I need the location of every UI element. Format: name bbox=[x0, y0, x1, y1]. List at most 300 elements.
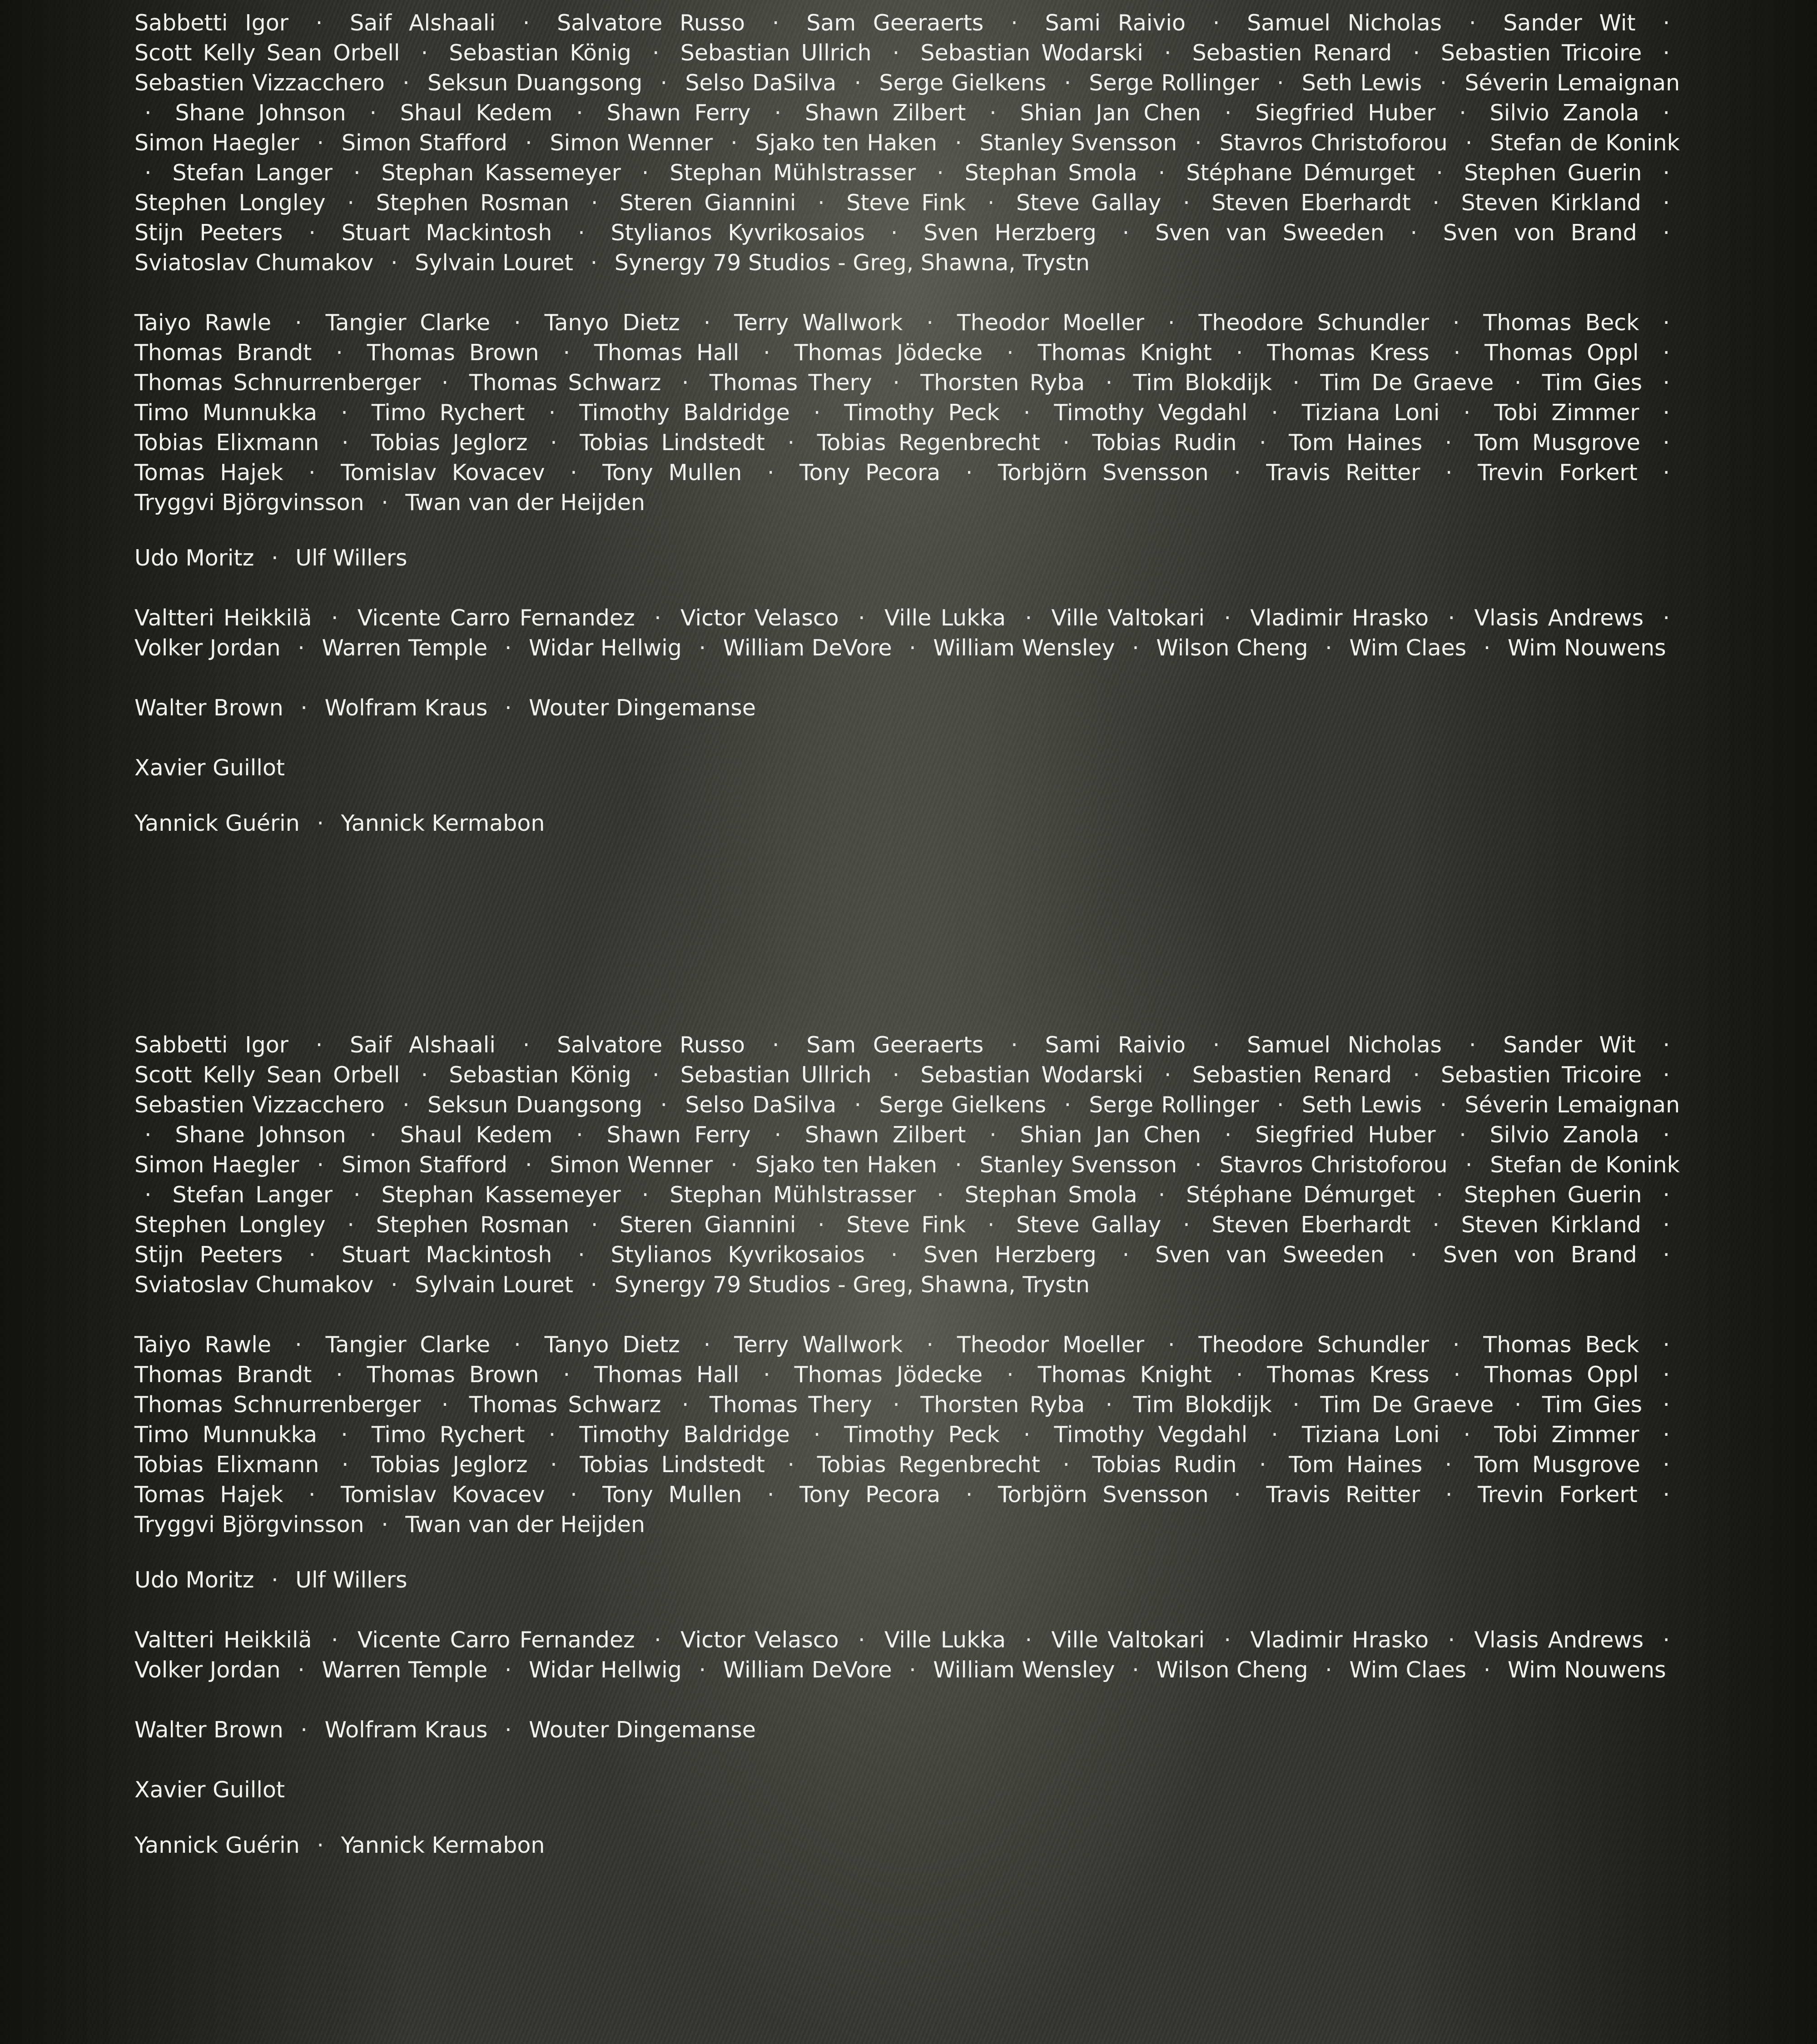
name-separator: · bbox=[504, 1657, 512, 1683]
contributor-name: Stephan Kassemeyer bbox=[381, 160, 621, 186]
contributor-name: Scott Kelly Sean Orbell bbox=[134, 1062, 400, 1088]
contributor-name: Stephan Mühlstrasser bbox=[670, 1182, 916, 1208]
name-separator: · bbox=[1445, 430, 1452, 456]
name-separator: · bbox=[295, 310, 302, 336]
name-separator: · bbox=[681, 1392, 689, 1418]
name-separator: · bbox=[1413, 40, 1420, 66]
name-separator: · bbox=[1514, 370, 1522, 396]
name-separator: · bbox=[763, 340, 770, 366]
name-separator: · bbox=[1234, 1482, 1241, 1508]
contributor-name: Shian Jan Chen bbox=[1020, 100, 1201, 126]
contributor-name: Sebastian Wodarski bbox=[920, 40, 1143, 66]
contributor-name: Tangier Clarke bbox=[325, 310, 491, 336]
contributor-name: Serge Gielkens bbox=[879, 70, 1047, 96]
contributor-name: Thorsten Ryba bbox=[920, 1392, 1085, 1418]
name-separator: · bbox=[300, 695, 308, 721]
contributor-name: Steven Kirkland bbox=[1461, 1212, 1641, 1238]
name-separator: · bbox=[890, 220, 898, 246]
credits-group-v bbox=[134, 1625, 1680, 1685]
contributor-name: Selso DaSilva bbox=[685, 70, 837, 96]
contributor-name: Tryggvi Björgvinsson bbox=[134, 490, 364, 516]
contributor-name: Thomas Brandt bbox=[134, 1362, 312, 1388]
contributor-name: Stijn Peeters bbox=[134, 220, 283, 246]
contributor-name: Shawn Zilbert bbox=[804, 1122, 966, 1148]
contributor-name: Timothy Vegdahl bbox=[1054, 400, 1248, 426]
contributor-name: Sander Wit bbox=[1503, 10, 1636, 36]
contributor-name: Thomas Schnurrenberger bbox=[134, 370, 421, 396]
contributor-name: Thomas Kress bbox=[1267, 1362, 1430, 1388]
contributor-name: William DeVore bbox=[723, 635, 892, 661]
name-separator: · bbox=[441, 1392, 449, 1418]
name-separator: · bbox=[591, 190, 598, 216]
contributor-name: Stijn Peeters bbox=[134, 1242, 283, 1268]
contributor-name: Wouter Dingemanse bbox=[529, 695, 756, 721]
contributor-name: Sven von Brand bbox=[1443, 1242, 1637, 1268]
contributor-name: Tim Blokdijk bbox=[1133, 1392, 1272, 1418]
contributor-name: Steren Giannini bbox=[620, 1212, 796, 1238]
name-separator: · bbox=[926, 1332, 933, 1358]
contributor-name: Simon Haegler bbox=[134, 1152, 299, 1178]
credits-group-w bbox=[134, 1715, 1680, 1745]
name-separator: · bbox=[641, 1182, 649, 1208]
contributor-name: Volker Jordan bbox=[134, 1657, 281, 1683]
name-separator: · bbox=[1164, 40, 1172, 66]
credits-group-s bbox=[134, 1030, 1680, 1300]
contributor-name: Stephan Smola bbox=[964, 1182, 1137, 1208]
name-separator: · bbox=[1465, 130, 1473, 156]
name-separator: · bbox=[308, 220, 316, 246]
name-separator: · bbox=[369, 100, 377, 126]
contributor-name: Thomas Knight bbox=[1038, 1362, 1212, 1388]
name-separator: · bbox=[570, 460, 577, 486]
contributor-name: Sjako ten Haken bbox=[755, 130, 938, 156]
contributor-name: Stephen Longley bbox=[134, 1212, 326, 1238]
contributor-name: Sebastien Tricoire bbox=[1441, 40, 1642, 66]
contributor-name: Steven Eberhardt bbox=[1211, 190, 1411, 216]
contributor-name: Shane Johnson bbox=[175, 1122, 346, 1148]
contributor-name: Vladimir Hrasko bbox=[1250, 605, 1429, 631]
contributor-name: Ville Valtokari bbox=[1051, 1627, 1205, 1653]
name-separator: · bbox=[909, 1657, 916, 1683]
contributor-name: Synergy 79 Studios - Greg, Shawna, Trystn bbox=[614, 1272, 1090, 1298]
contributor-name: Seksun Duangsong bbox=[427, 70, 643, 96]
name-separator: · bbox=[341, 1422, 348, 1448]
name-separator: · bbox=[402, 1092, 410, 1118]
name-separator: · bbox=[1663, 1422, 1670, 1448]
contributor-name: Tobias Regenbrecht bbox=[817, 1452, 1040, 1478]
contributor-name: Wolfram Kraus bbox=[324, 1717, 488, 1743]
name-separator: · bbox=[654, 605, 661, 631]
contributor-name: Thomas Schnurrenberger bbox=[134, 1392, 421, 1418]
name-separator: · bbox=[298, 635, 305, 661]
contributor-name: Terry Wallwork bbox=[734, 1332, 903, 1358]
name-separator: · bbox=[1663, 1332, 1670, 1358]
name-separator: · bbox=[308, 460, 316, 486]
name-separator: · bbox=[347, 1212, 354, 1238]
contributor-name: Thomas Hall bbox=[594, 1362, 740, 1388]
name-separator: · bbox=[1276, 1092, 1284, 1118]
name-separator: · bbox=[772, 10, 779, 36]
name-separator: · bbox=[1132, 635, 1139, 661]
name-separator: · bbox=[1234, 460, 1241, 486]
contributor-name: Sebastian Ullrich bbox=[680, 1062, 872, 1088]
name-separator: · bbox=[381, 1512, 388, 1538]
contributor-name: Tony Pecora bbox=[799, 1482, 941, 1508]
contributor-name: Tanyo Dietz bbox=[544, 1332, 680, 1358]
name-separator: · bbox=[1663, 1392, 1670, 1418]
name-separator: · bbox=[1445, 460, 1453, 486]
name-separator: · bbox=[1410, 1242, 1418, 1268]
name-separator: · bbox=[893, 370, 900, 396]
contributor-name: Tobias Elixmann bbox=[134, 430, 319, 456]
contributor-name: Selso DaSilva bbox=[685, 1092, 837, 1118]
name-separator: · bbox=[1663, 100, 1670, 126]
name-separator: · bbox=[892, 40, 900, 66]
name-separator: · bbox=[813, 400, 821, 426]
contributor-name: Sebastian König bbox=[449, 40, 631, 66]
name-separator: · bbox=[1195, 1152, 1202, 1178]
contributor-name: Sebastien Vizzacchero bbox=[134, 70, 385, 96]
contributor-name: Tobi Zimmer bbox=[1494, 1422, 1639, 1448]
name-separator: · bbox=[1064, 70, 1072, 96]
name-separator: · bbox=[813, 1422, 821, 1448]
name-separator: · bbox=[890, 1242, 898, 1268]
contributor-name: Sander Wit bbox=[1503, 1032, 1636, 1058]
contributor-name: Steven Eberhardt bbox=[1211, 1212, 1411, 1238]
contributor-name: Séverin Lemaignan bbox=[1465, 1092, 1680, 1118]
name-separator: · bbox=[1105, 370, 1113, 396]
contributor-name: Victor Velasco bbox=[680, 1627, 839, 1653]
contributor-name: Simon Wenner bbox=[550, 130, 713, 156]
name-separator: · bbox=[699, 635, 706, 661]
name-separator: · bbox=[1663, 160, 1670, 186]
name-separator: · bbox=[1663, 1032, 1670, 1058]
name-separator: · bbox=[295, 1332, 302, 1358]
contributor-name: Sebastien Tricoire bbox=[1441, 1062, 1642, 1088]
contributor-name: Vladimir Hrasko bbox=[1250, 1627, 1429, 1653]
contributor-name: William DeVore bbox=[723, 1657, 892, 1683]
contributor-name: Sven van Sweeden bbox=[1155, 1242, 1385, 1268]
contributor-name: Valtteri Heikkilä bbox=[134, 1627, 312, 1653]
name-separator: · bbox=[1469, 1032, 1476, 1058]
name-separator: · bbox=[144, 1122, 152, 1148]
credits-group-v bbox=[134, 603, 1680, 663]
contributor-name: Tomas Hajek bbox=[134, 460, 283, 486]
credits-group-y bbox=[134, 1831, 1680, 1860]
name-separator: · bbox=[341, 430, 349, 456]
contributor-name: Thomas Beck bbox=[1483, 310, 1639, 336]
name-separator: · bbox=[763, 1362, 770, 1388]
name-separator: · bbox=[937, 160, 944, 186]
contributor-name: Tobias Rudin bbox=[1092, 430, 1237, 456]
contributor-name: Stylianos Kyvrikosaios bbox=[611, 220, 865, 246]
contributor-name: Ville Lukka bbox=[884, 1627, 1006, 1653]
name-separator: · bbox=[1195, 130, 1202, 156]
name-separator: · bbox=[1663, 340, 1670, 366]
contributor-name: Udo Moritz bbox=[134, 1567, 254, 1593]
contributor-name: Steve Fink bbox=[846, 190, 966, 216]
contributor-name: Travis Reitter bbox=[1266, 460, 1420, 486]
contributor-name: Twan van der Heijden bbox=[405, 490, 645, 516]
name-separator: · bbox=[1663, 310, 1670, 336]
contributor-name: Vicente Carro Fernandez bbox=[357, 605, 635, 631]
name-separator: · bbox=[1459, 1122, 1466, 1148]
contributor-name: Sven Herzberg bbox=[923, 1242, 1097, 1268]
contributor-name: Samuel Nicholas bbox=[1247, 1032, 1442, 1058]
name-separator: · bbox=[730, 130, 738, 156]
contributor-name: Twan van der Heijden bbox=[405, 1512, 645, 1538]
contributor-name: Sabbetti Igor bbox=[134, 1032, 288, 1058]
contributor-name: Xavier Guillot bbox=[134, 755, 285, 781]
contributor-name: Torbjörn Svensson bbox=[998, 460, 1209, 486]
contributor-name: Simon Stafford bbox=[342, 130, 507, 156]
name-separator: · bbox=[315, 1032, 323, 1058]
name-separator: · bbox=[317, 810, 324, 836]
contributor-name: Tomislav Kovacev bbox=[341, 460, 545, 486]
name-separator: · bbox=[144, 100, 152, 126]
contributor-name: Yannick Guérin bbox=[134, 1832, 300, 1858]
name-separator: · bbox=[1271, 1422, 1278, 1448]
contributor-name: Tiziana Loni bbox=[1301, 400, 1440, 426]
name-separator: · bbox=[331, 1627, 338, 1653]
name-separator: · bbox=[308, 1242, 316, 1268]
contributor-name: Yannick Kermabon bbox=[341, 810, 545, 836]
name-separator: · bbox=[787, 430, 795, 456]
name-separator: · bbox=[590, 1272, 598, 1298]
contributor-name: Sebastien Renard bbox=[1192, 40, 1392, 66]
contributor-name: Sebastian Ullrich bbox=[680, 40, 872, 66]
name-separator: · bbox=[1325, 1657, 1332, 1683]
name-separator: · bbox=[654, 1627, 661, 1653]
name-separator: · bbox=[341, 1452, 349, 1478]
contributor-name: Steve Fink bbox=[846, 1212, 966, 1238]
contributor-name: Stephen Guerin bbox=[1464, 160, 1642, 186]
contributor-name: Synergy 79 Studios - Greg, Shawna, Trystn bbox=[614, 250, 1090, 276]
contributor-name: Victor Velasco bbox=[680, 605, 839, 631]
contributor-name: Tobias Lindstedt bbox=[580, 430, 765, 456]
contributor-name: Shawn Zilbert bbox=[804, 100, 966, 126]
name-separator: · bbox=[590, 250, 598, 276]
name-separator: · bbox=[1663, 1212, 1670, 1238]
contributor-name: Sjako ten Haken bbox=[755, 1152, 938, 1178]
name-separator: · bbox=[652, 1062, 660, 1088]
contributor-name: Stéphane Démurget bbox=[1186, 1182, 1415, 1208]
contributor-name: Stanley Svensson bbox=[979, 130, 1177, 156]
contributor-name: Shian Jan Chen bbox=[1020, 1122, 1201, 1148]
name-separator: · bbox=[1259, 1452, 1266, 1478]
name-separator: · bbox=[1007, 1362, 1014, 1388]
contributor-name: Theodor Moeller bbox=[957, 1332, 1144, 1358]
name-separator: · bbox=[271, 1567, 278, 1593]
contributor-name: Tim De Graeve bbox=[1320, 370, 1494, 396]
contributor-name: Yannick Guérin bbox=[134, 810, 300, 836]
name-separator: · bbox=[1164, 1062, 1172, 1088]
name-separator: · bbox=[1469, 10, 1476, 36]
contributor-name: Serge Gielkens bbox=[879, 1092, 1047, 1118]
contributor-name: Shawn Ferry bbox=[606, 100, 751, 126]
name-separator: · bbox=[1062, 430, 1070, 456]
contributor-name: Thomas Jödecke bbox=[794, 1362, 983, 1388]
name-separator: · bbox=[1413, 1062, 1420, 1088]
name-separator: · bbox=[892, 1062, 900, 1088]
contributor-name: Stephan Kassemeyer bbox=[381, 1182, 621, 1208]
name-separator: · bbox=[550, 1452, 557, 1478]
name-separator: · bbox=[1183, 190, 1190, 216]
name-separator: · bbox=[504, 695, 512, 721]
name-separator: · bbox=[1122, 1242, 1130, 1268]
name-separator: · bbox=[336, 1362, 343, 1388]
name-separator: · bbox=[1514, 1392, 1522, 1418]
name-separator: · bbox=[1663, 1482, 1670, 1508]
contributor-name: Thorsten Ryba bbox=[920, 370, 1085, 396]
name-separator: · bbox=[909, 635, 916, 661]
contributor-name: Tanyo Dietz bbox=[544, 310, 680, 336]
name-separator: · bbox=[1259, 430, 1266, 456]
contributor-name: Siegfried Huber bbox=[1255, 1122, 1436, 1148]
contributor-name: Steve Gallay bbox=[1016, 190, 1162, 216]
contributor-name: Sebastian König bbox=[449, 1062, 631, 1088]
contributor-name: Sven von Brand bbox=[1443, 220, 1637, 246]
contributor-name: Thomas Brandt bbox=[134, 340, 312, 366]
contributor-name: Stephan Mühlstrasser bbox=[670, 160, 916, 186]
name-separator: · bbox=[1663, 40, 1670, 66]
contributor-name: Tobias Jeglorz bbox=[371, 430, 528, 456]
name-separator: · bbox=[341, 400, 348, 426]
contributor-name: Trevin Forkert bbox=[1478, 460, 1638, 486]
credits-group-u bbox=[134, 1565, 1680, 1595]
name-separator: · bbox=[271, 545, 278, 571]
name-separator: · bbox=[353, 160, 361, 186]
name-separator: · bbox=[1663, 220, 1670, 246]
name-separator: · bbox=[1663, 1122, 1670, 1148]
name-separator: · bbox=[1663, 1627, 1670, 1653]
name-separator: · bbox=[1224, 1627, 1231, 1653]
contributor-name: Thomas Hall bbox=[594, 340, 740, 366]
contributor-name: Steve Gallay bbox=[1016, 1212, 1162, 1238]
contributor-name: Taiyo Rawle bbox=[134, 1332, 272, 1358]
contributor-name: Steren Giannini bbox=[620, 190, 796, 216]
name-separator: · bbox=[965, 460, 973, 486]
name-separator: · bbox=[774, 1122, 782, 1148]
name-separator: · bbox=[563, 340, 571, 366]
contributor-name: Tryggvi Björgvinsson bbox=[134, 1512, 364, 1538]
name-separator: · bbox=[858, 1627, 865, 1653]
name-separator: · bbox=[858, 605, 865, 631]
contributor-name: Walter Brown bbox=[134, 695, 283, 721]
name-separator: · bbox=[1663, 430, 1670, 456]
contributor-name: Sami Raivio bbox=[1045, 10, 1186, 36]
name-separator: · bbox=[336, 340, 343, 366]
name-separator: · bbox=[1105, 1392, 1113, 1418]
name-separator: · bbox=[1440, 1092, 1447, 1118]
name-separator: · bbox=[369, 1122, 377, 1148]
contributor-name: Saif Alshaali bbox=[350, 1032, 496, 1058]
name-separator: · bbox=[926, 310, 933, 336]
contributor-name: Ulf Willers bbox=[295, 1567, 407, 1593]
contributor-name: Stefan Langer bbox=[172, 1182, 333, 1208]
name-separator: · bbox=[989, 1122, 997, 1148]
contributor-name: Volker Jordan bbox=[134, 635, 281, 661]
name-separator: · bbox=[1663, 1242, 1670, 1268]
contributor-name: Timothy Baldridge bbox=[579, 400, 790, 426]
contributor-name: Tiziana Loni bbox=[1301, 1422, 1440, 1448]
name-separator: · bbox=[1023, 1422, 1031, 1448]
contributor-name: Wolfram Kraus bbox=[324, 695, 488, 721]
name-separator: · bbox=[1452, 1332, 1460, 1358]
name-separator: · bbox=[1448, 1627, 1455, 1653]
name-separator: · bbox=[525, 130, 532, 156]
contributor-name: Stephen Rosman bbox=[376, 1212, 570, 1238]
contributor-name: Stylianos Kyvrikosaios bbox=[611, 1242, 865, 1268]
name-separator: · bbox=[548, 400, 556, 426]
name-separator: · bbox=[660, 70, 668, 96]
contributor-name: Warren Temple bbox=[322, 635, 488, 661]
contributor-name: Thomas Kress bbox=[1267, 340, 1430, 366]
contributor-name: Saif Alshaali bbox=[350, 10, 496, 36]
contributor-name: Stavros Christoforou bbox=[1219, 130, 1448, 156]
contributor-name: Serge Rollinger bbox=[1089, 70, 1259, 96]
name-separator: · bbox=[1663, 370, 1670, 396]
contributor-name: Thomas Beck bbox=[1483, 1332, 1639, 1358]
name-separator: · bbox=[578, 1242, 585, 1268]
contributor-name: Sam Geeraerts bbox=[806, 1032, 984, 1058]
contributor-name: Simon Wenner bbox=[550, 1152, 713, 1178]
name-separator: · bbox=[660, 1092, 668, 1118]
name-separator: · bbox=[772, 1032, 779, 1058]
contributor-name: Theodore Schundler bbox=[1198, 310, 1429, 336]
contributor-name: Wilson Cheng bbox=[1156, 1657, 1308, 1683]
credits-group-x bbox=[134, 753, 1680, 783]
name-separator: · bbox=[1410, 220, 1418, 246]
name-separator: · bbox=[1167, 1332, 1175, 1358]
contributor-name: Thomas Thery bbox=[709, 370, 872, 396]
contributor-name: Tobias Elixmann bbox=[134, 1452, 319, 1478]
contributor-name: Tim Blokdijk bbox=[1133, 370, 1272, 396]
contributor-name: Timo Munnukka bbox=[134, 400, 318, 426]
contributor-name: Yannick Kermabon bbox=[341, 1832, 545, 1858]
contributor-name: Terry Wallwork bbox=[734, 310, 903, 336]
name-separator: · bbox=[504, 1717, 512, 1743]
name-separator: · bbox=[1011, 10, 1018, 36]
contributor-name: Simon Haegler bbox=[134, 130, 299, 156]
name-separator: · bbox=[144, 160, 152, 186]
name-separator: · bbox=[522, 1032, 530, 1058]
contributor-name: Tom Haines bbox=[1289, 1452, 1423, 1478]
name-separator: · bbox=[1463, 400, 1471, 426]
credits-group-u bbox=[134, 543, 1680, 573]
name-separator: · bbox=[1452, 310, 1460, 336]
name-separator: · bbox=[402, 70, 410, 96]
name-separator: · bbox=[1167, 310, 1175, 336]
name-separator: · bbox=[987, 190, 995, 216]
name-separator: · bbox=[1236, 1362, 1243, 1388]
name-separator: · bbox=[1224, 605, 1231, 631]
contributor-name: Seth Lewis bbox=[1301, 70, 1422, 96]
name-separator: · bbox=[1122, 220, 1130, 246]
name-separator: · bbox=[1663, 10, 1670, 36]
name-separator: · bbox=[514, 310, 521, 336]
name-separator: · bbox=[955, 1152, 962, 1178]
contributor-name: Sviatoslav Chumakov bbox=[134, 250, 374, 276]
name-separator: · bbox=[989, 100, 997, 126]
name-separator: · bbox=[1448, 605, 1455, 631]
name-separator: · bbox=[1445, 1452, 1452, 1478]
contributor-name: Stefan de Konink bbox=[1490, 1152, 1680, 1178]
name-separator: · bbox=[570, 1482, 577, 1508]
contributor-name: Sviatoslav Chumakov bbox=[134, 1272, 374, 1298]
contributor-name: Sebastian Wodarski bbox=[920, 1062, 1143, 1088]
contributor-name: Wilson Cheng bbox=[1156, 635, 1308, 661]
